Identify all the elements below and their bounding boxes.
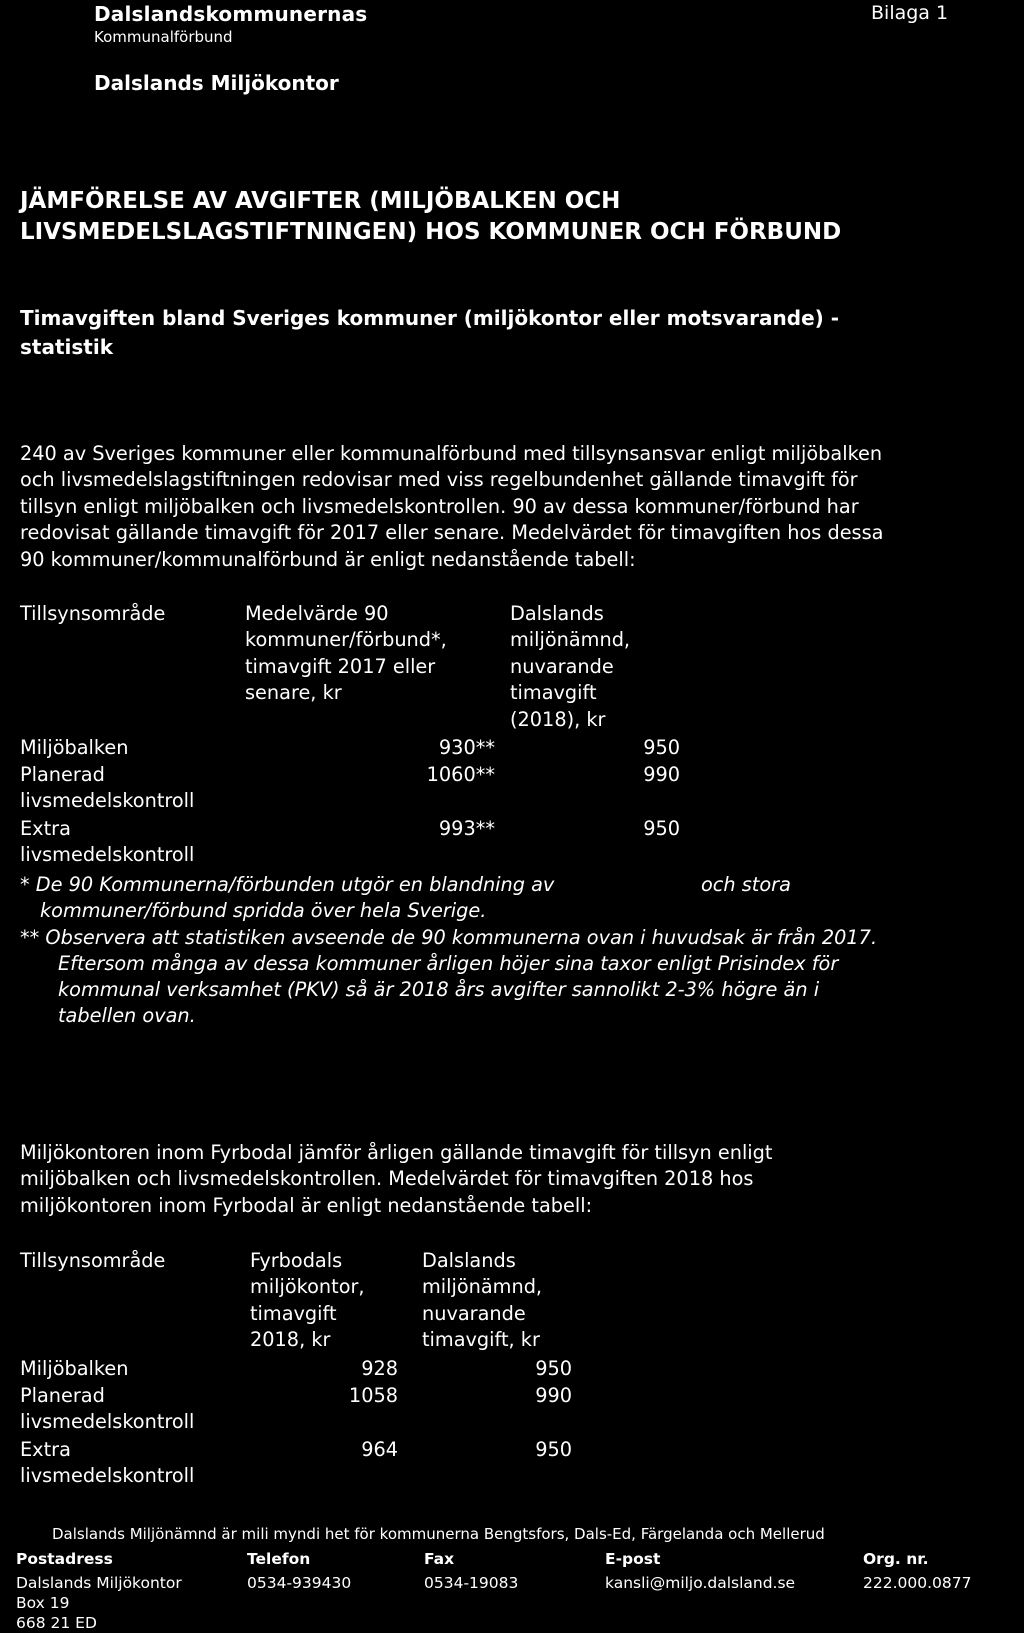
table2-header-dalsland — [422, 1248, 542, 1354]
footnote-1-line: och stora — [701, 873, 791, 896]
table2-header-fyrbodal — [250, 1248, 365, 1354]
footnote-2-line: kommunal verksamhet (PKV) så är 2018 års avgifter sannolikt 2-3% högre än i — [58, 978, 820, 1001]
section-subtitle — [20, 304, 1000, 362]
address-line: Dalslands Miljökontor — [16, 1574, 182, 1592]
table2-row-area — [20, 1383, 194, 1436]
footnote-2-line: Eftersom många av dessa kommuner årligen höjer sina taxor enligt Prisindex för — [58, 952, 839, 975]
area-line: Extra — [20, 1438, 71, 1461]
org-subtitle: Kommunalförbund — [94, 28, 233, 46]
table2-row-area — [20, 1437, 194, 1490]
table1-row-area — [20, 816, 194, 869]
title-line-2: LIVSMEDELSLAGSTIFTNINGEN) HOS KOMMUNER OCH FÖRBUND — [20, 219, 842, 245]
header-line: miljökontor, — [250, 1275, 365, 1299]
footer-fax-label: Fax — [424, 1550, 455, 1568]
footer-telefon-label: Telefon — [247, 1550, 311, 1568]
footnote-1-line: kommuner/förbund spridda över hela Sverige. — [40, 899, 487, 922]
table2-row-dalsland: 990 — [535, 1384, 572, 1407]
title-line-1: JÄMFÖRELSE AV AVGIFTER (MILJÖBALKEN OCH — [20, 188, 621, 214]
table1-row-average: 1060** — [426, 763, 495, 786]
subtitle-line-2: statistik — [20, 335, 113, 359]
fyrbodal-line: miljöbalken och livsmedelskontrollen. Medelvärdet för timavgiften 2018 hos — [20, 1167, 754, 1191]
header-line: Medelvärde 90 — [245, 602, 389, 625]
footer-telefon: 0534-939430 — [247, 1574, 352, 1592]
footer-postadress-label: Postadress — [16, 1550, 113, 1568]
fyrbodal-paragraph — [20, 1140, 1020, 1219]
footnote-2-line: ** Observera att statistiken avseende de 90 kommunerna ovan i huvudsak är från 2017. — [20, 926, 878, 949]
footer-epost-label: E-post — [605, 1550, 661, 1568]
area-line: livsmedelskontroll — [20, 843, 195, 867]
header-line: timavgift — [250, 1301, 337, 1325]
header-line: 2018, kr — [250, 1328, 331, 1352]
address-line: 668 21 ED — [16, 1614, 97, 1632]
area-line: Planerad — [20, 763, 105, 786]
table1-header-area: Tillsynsområde — [20, 602, 166, 625]
attachment-label: Bilaga 1 — [871, 2, 949, 24]
intro-line: och livsmedelslagstiftningen redovisar med viss regelbundenhet gällande timavgift för — [20, 468, 858, 492]
area-line: Extra — [20, 817, 71, 840]
table2-row-dalsland: 950 — [535, 1438, 572, 1461]
area-line: livsmedelskontroll — [20, 789, 195, 813]
intro-line: 240 av Sveriges kommuner eller kommunalförbund med tillsynsansvar enligt miljöbalken — [20, 442, 883, 465]
subtitle-line-1: Timavgiften bland Sveriges kommuner (miljökontor eller motsvarande) - — [20, 306, 840, 330]
footer-org-number: 222.000.0877 — [863, 1574, 972, 1592]
fyrbodal-line: miljökontoren inom Fyrbodal är enligt nedanstående tabell: — [20, 1193, 593, 1217]
table1-row-dalsland: 990 — [643, 763, 680, 786]
footer-postadress — [16, 1573, 182, 1633]
table2-row-fyrbodal: 928 — [361, 1357, 398, 1380]
footer-org-label: Org. nr. — [863, 1550, 929, 1568]
intro-line: redovisat gällande timavgift för 2017 eller senare. Medelvärdet för timavgiften hos dessa — [20, 521, 884, 545]
header-line: kommuner/förbund*, — [245, 628, 447, 652]
footnote-2-line: tabellen ovan. — [58, 1004, 196, 1027]
footnote-1-line: * De 90 Kommunerna/förbunden utgör en blandning av — [20, 873, 555, 896]
table1-header-average — [245, 601, 447, 707]
table1-row-area — [20, 762, 194, 815]
header-line: Dalslands — [510, 602, 604, 625]
header-line: (2018), kr — [510, 707, 606, 731]
table2-row-dalsland: 950 — [535, 1357, 572, 1380]
table1-row-average: 930** — [438, 736, 495, 759]
header-line: miljönämnd, — [510, 628, 631, 652]
intro-paragraph — [20, 441, 1020, 573]
header-line: nuvarande — [422, 1301, 526, 1325]
address-line: Box 19 — [16, 1594, 70, 1612]
header-line: nuvarande — [510, 654, 614, 678]
table2-row-area: Miljöbalken — [20, 1357, 129, 1380]
header-line: miljönämnd, — [422, 1275, 543, 1299]
footer-statement: Dalslands Miljönämnd är mili myndi het för kommunerna Bengtsfors, Dals-Ed, Färgelanda och Mellerud — [52, 1525, 825, 1543]
office-name: Dalslands Miljökontor — [94, 71, 339, 95]
header-line: senare, kr — [245, 681, 342, 705]
intro-line: tillsyn enligt miljöbalken och livsmedelskontrollen. 90 av dessa kommuner/förbund har — [20, 494, 859, 518]
area-line: livsmedelskontroll — [20, 1464, 195, 1488]
table1-row-average: 993** — [438, 817, 495, 840]
table1-row-area: Miljöbalken — [20, 736, 129, 759]
fyrbodal-line: Miljökontoren inom Fyrbodal jämför årligen gällande timavgift för tillsyn enligt — [20, 1141, 773, 1164]
area-line: livsmedelskontroll — [20, 1410, 195, 1434]
header-line: Dalslands — [422, 1249, 516, 1272]
header-line: Fyrbodals — [250, 1249, 343, 1272]
table1-row-dalsland: 950 — [643, 817, 680, 840]
footer-fax: 0534-19083 — [424, 1574, 519, 1592]
header-line: timavgift 2017 eller — [245, 654, 436, 678]
table2-row-fyrbodal: 964 — [361, 1438, 398, 1461]
area-line: Planerad — [20, 1384, 105, 1407]
table2-row-fyrbodal: 1058 — [348, 1384, 398, 1407]
table1-row-dalsland: 950 — [643, 736, 680, 759]
footer-epost[interactable]: kansli@miljo.dalsland.se — [605, 1574, 796, 1592]
table1-header-dalsland — [510, 601, 630, 733]
header-line: timavgift, kr — [422, 1328, 540, 1352]
org-name: Dalslandskommunernas — [94, 2, 368, 26]
header-line: timavgift — [510, 681, 597, 705]
table2-header-area: Tillsynsområde — [20, 1249, 166, 1272]
intro-line: 90 kommuner/kommunalförbund är enligt nedanstående tabell: — [20, 547, 636, 571]
document-title — [20, 186, 1010, 248]
